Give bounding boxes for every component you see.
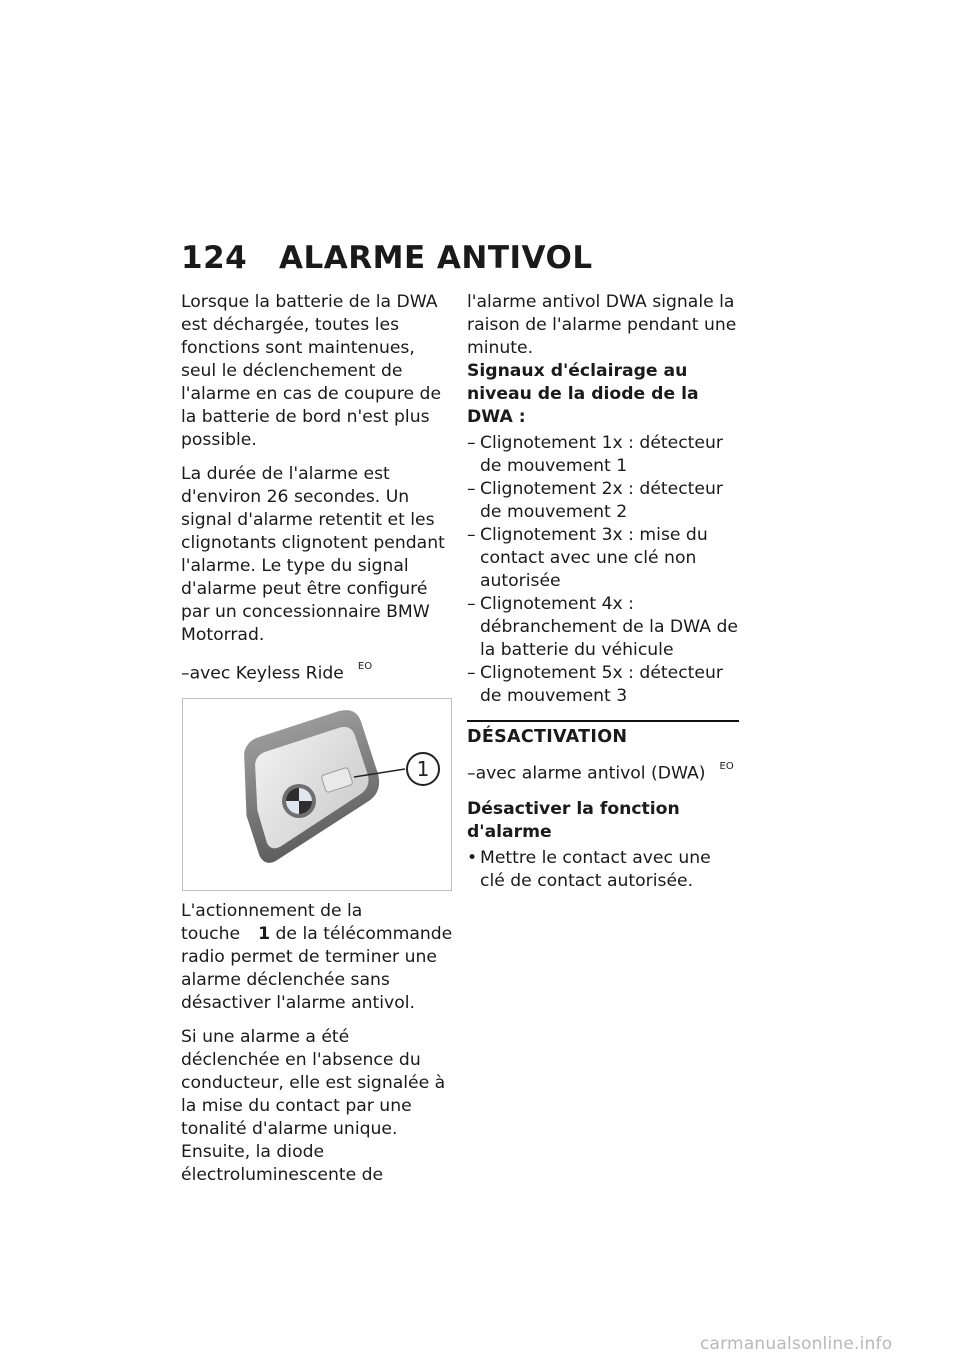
paragraph: La durée de l'alarme est d'environ 26 secondes. Un signal d'alarme retentit et les clignotants clignotent pendant l'alarme. Le type du signal d'alarme peut être configuré par un concessionnaire BMW Motorrad. — [181, 464, 445, 645]
right-column — [467, 291, 739, 893]
paragraph: Lorsque la batterie de la DWA est déchargée, toutes les fonctions sont maintenues, seul le déclenchement de l'alarme en cas de coupure de la batterie de bord n'est plus possible. — [181, 292, 442, 450]
subheading: Désactiver la fonction d'alarme — [467, 798, 680, 842]
paragraph: l'alarme antivol DWA signale la raison de l'alarme pendant une minute. — [467, 292, 737, 358]
paragraph: L'actionnement de la touche 1 de la télécommande radio permet de terminer une alarme déclenchée sans désactiver l'alarme antivol. — [181, 900, 453, 1013]
equipment-condition — [467, 758, 739, 786]
paragraph: Si une alarme a été déclenchée en l'absence du conducteur, elle est signalée à la mise du contact par une tonalité d'alarme unique. Ensuite, la diode électroluminescente de — [181, 1026, 446, 1185]
section-title: DÉSACTIVATION — [467, 720, 739, 749]
page-number: 124 — [181, 240, 248, 276]
keyless-remote-figure — [182, 698, 452, 891]
list-item: • Mettre le contact avec une clé de contact autorisée. — [467, 847, 739, 893]
steps-list — [467, 847, 739, 893]
list-item: – Clignotement 2x : détecteur de mouvement 2 — [467, 478, 739, 524]
page-header — [181, 240, 593, 276]
figure-callout-label: 1 — [416, 756, 430, 781]
signal-list — [467, 432, 739, 708]
page-title: ALARME ANTIVOL — [279, 240, 593, 276]
list-item: – Clignotement 5x : détecteur de mouvement 3 — [467, 662, 739, 708]
left-column — [181, 291, 453, 1198]
button-reference: 1 — [258, 923, 271, 944]
condition-tag: EO — [719, 761, 734, 772]
keyless-remote-key-icon — [183, 699, 451, 890]
list-item: – Clignotement 4x : débranchement de la DWA de la batterie du véhicule — [467, 593, 739, 662]
condition-text: –avec alarme antivol (DWA) — [467, 763, 706, 784]
list-item: – Clignotement 1x : détecteur de mouvement 1 — [467, 432, 739, 478]
equipment-condition — [181, 658, 453, 686]
list-item: – Clignotement 3x : mise du contact avec une clé non autorisée — [467, 524, 739, 593]
condition-text: –avec Keyless Ride — [181, 663, 344, 684]
footer-watermark: carmanualsonline.info — [700, 1334, 893, 1354]
subheading: Signaux d'éclairage au niveau de la diode de la DWA : — [467, 361, 699, 427]
condition-tag: EO — [357, 661, 373, 672]
